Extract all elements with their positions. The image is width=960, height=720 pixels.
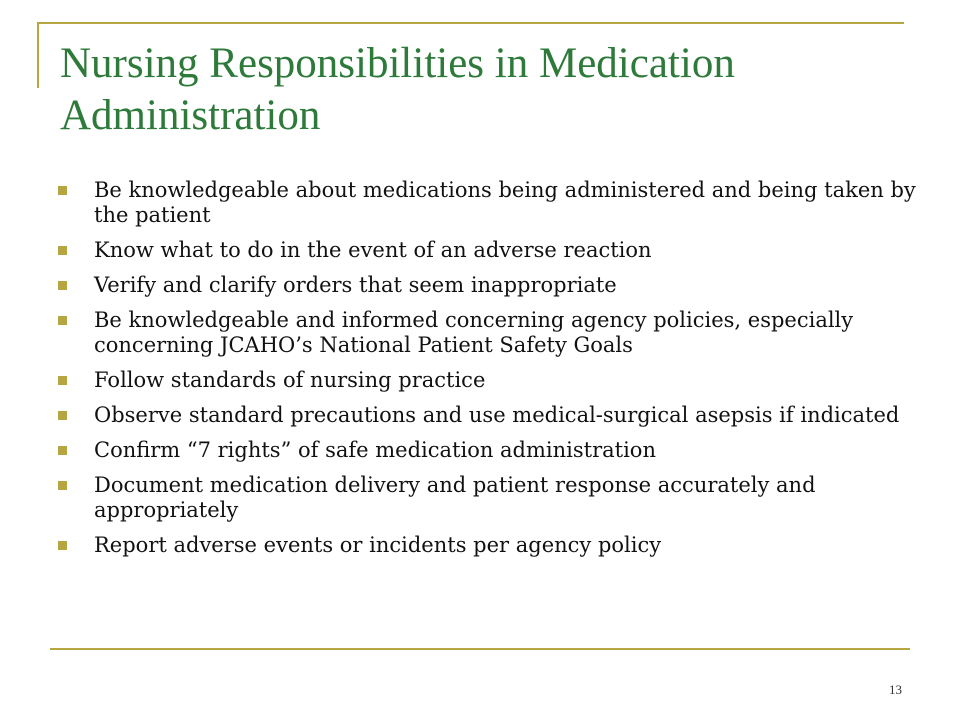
bullet-item <box>58 473 918 523</box>
bottom-border-rule <box>50 648 910 650</box>
bullet-text: Confirm “7 rights” of safe medication administration <box>94 438 656 462</box>
bullet-text: Document medication delivery and patient response accurately and appropriately <box>94 473 816 522</box>
bullet-text: Observe standard precautions and use medical-surgical asepsis if indicated <box>94 403 900 427</box>
bullet-item <box>58 308 918 358</box>
bullet-text: Be knowledgeable about medications being administered and being taken by the patient <box>94 178 916 227</box>
square-bullet-icon <box>58 186 67 195</box>
square-bullet-icon <box>58 481 67 490</box>
square-bullet-icon <box>58 446 67 455</box>
bullet-item <box>58 438 918 463</box>
square-bullet-icon <box>58 246 67 255</box>
bullet-item <box>58 273 918 298</box>
square-bullet-icon <box>58 316 67 325</box>
bullet-text: Know what to do in the event of an adverse reaction <box>94 238 652 262</box>
bullet-item <box>58 403 918 428</box>
left-border-rule <box>37 22 39 88</box>
bullet-text: Be knowledgeable and informed concerning agency policies, especially concerning JCAHO’s National Patient Safety Goals <box>94 308 854 357</box>
bullet-text: Report adverse events or incidents per agency policy <box>94 533 662 557</box>
bullet-text: Follow standards of nursing practice <box>94 368 486 392</box>
square-bullet-icon <box>58 541 67 550</box>
square-bullet-icon <box>58 376 67 385</box>
square-bullet-icon <box>58 281 67 290</box>
bullet-text: Verify and clarify orders that seem inappropriate <box>94 273 617 297</box>
bullet-item <box>58 178 918 228</box>
bullet-list <box>58 178 918 568</box>
bullet-item <box>58 533 918 558</box>
square-bullet-icon <box>58 411 67 420</box>
slide-title: Nursing Responsibilities in Medication Administration <box>60 40 735 139</box>
page-number: 13 <box>889 682 902 697</box>
bullet-item <box>58 368 918 393</box>
top-border-rule <box>37 22 904 24</box>
bullet-item <box>58 238 918 263</box>
